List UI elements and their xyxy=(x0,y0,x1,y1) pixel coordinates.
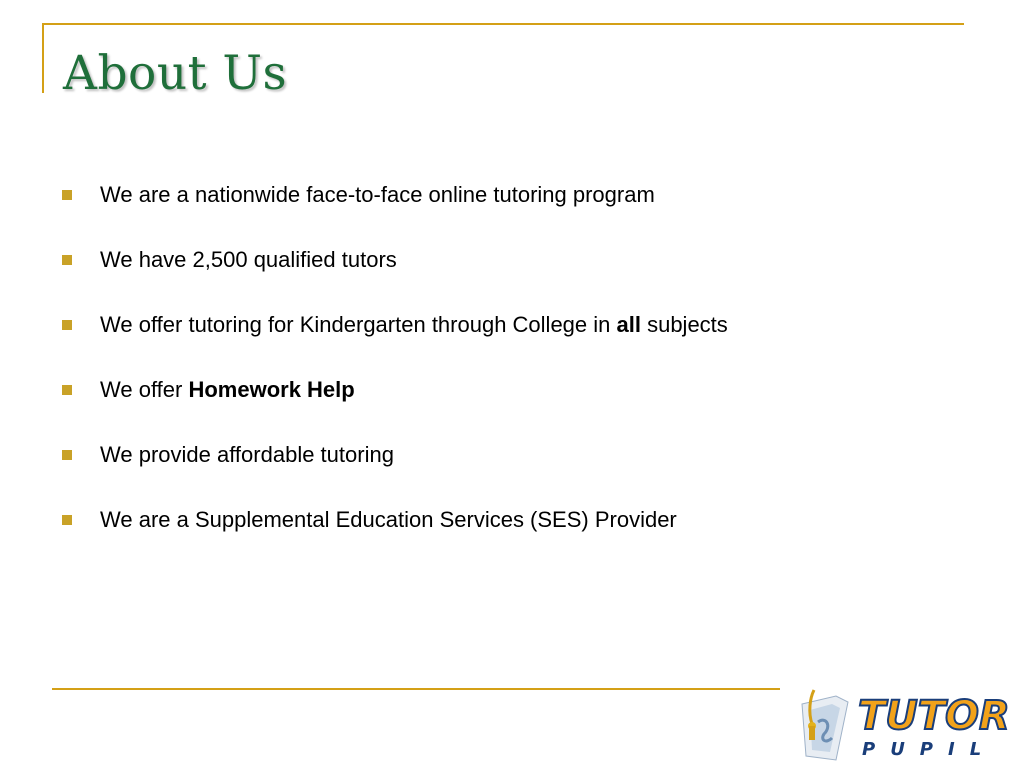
bullet-item xyxy=(62,306,728,344)
graduation-cap-icon xyxy=(802,690,848,760)
bullet-item xyxy=(62,436,728,474)
logo-subword: PUPIL xyxy=(862,739,997,760)
square-bullet-icon xyxy=(62,255,72,265)
top-accent-line xyxy=(42,23,964,25)
bullet-text: We have 2,500 qualified tutors xyxy=(100,247,397,272)
bullet-item xyxy=(62,371,728,409)
bottom-accent-line xyxy=(52,688,780,690)
slide-title: About Us xyxy=(63,46,288,101)
bullet-list xyxy=(62,176,728,566)
bullet-text: We are a Supplemental Education Services (SES) Provider xyxy=(100,507,677,532)
logo-wordmark: TUTOR xyxy=(858,693,1010,739)
square-bullet-icon xyxy=(62,450,72,460)
bullet-emphasis: Homework Help xyxy=(188,377,355,402)
bullet-text: subjects xyxy=(640,312,728,337)
bullet-text: We are a nationwide face-to-face online tutoring program xyxy=(100,182,655,207)
square-bullet-icon xyxy=(62,190,72,200)
square-bullet-icon xyxy=(62,515,72,525)
tutor-pupil-logo xyxy=(796,682,1010,762)
left-accent-line xyxy=(42,23,44,93)
square-bullet-icon xyxy=(62,320,72,330)
bullet-text: We offer xyxy=(100,377,189,402)
bullet-item xyxy=(62,241,728,279)
bullet-emphasis: all xyxy=(616,312,641,337)
bullet-item xyxy=(62,501,728,539)
bullet-text: We offer tutoring for Kindergarten through College in xyxy=(100,312,617,337)
bullet-text: We provide affordable tutoring xyxy=(100,442,394,467)
square-bullet-icon xyxy=(62,385,72,395)
bullet-item xyxy=(62,176,728,214)
